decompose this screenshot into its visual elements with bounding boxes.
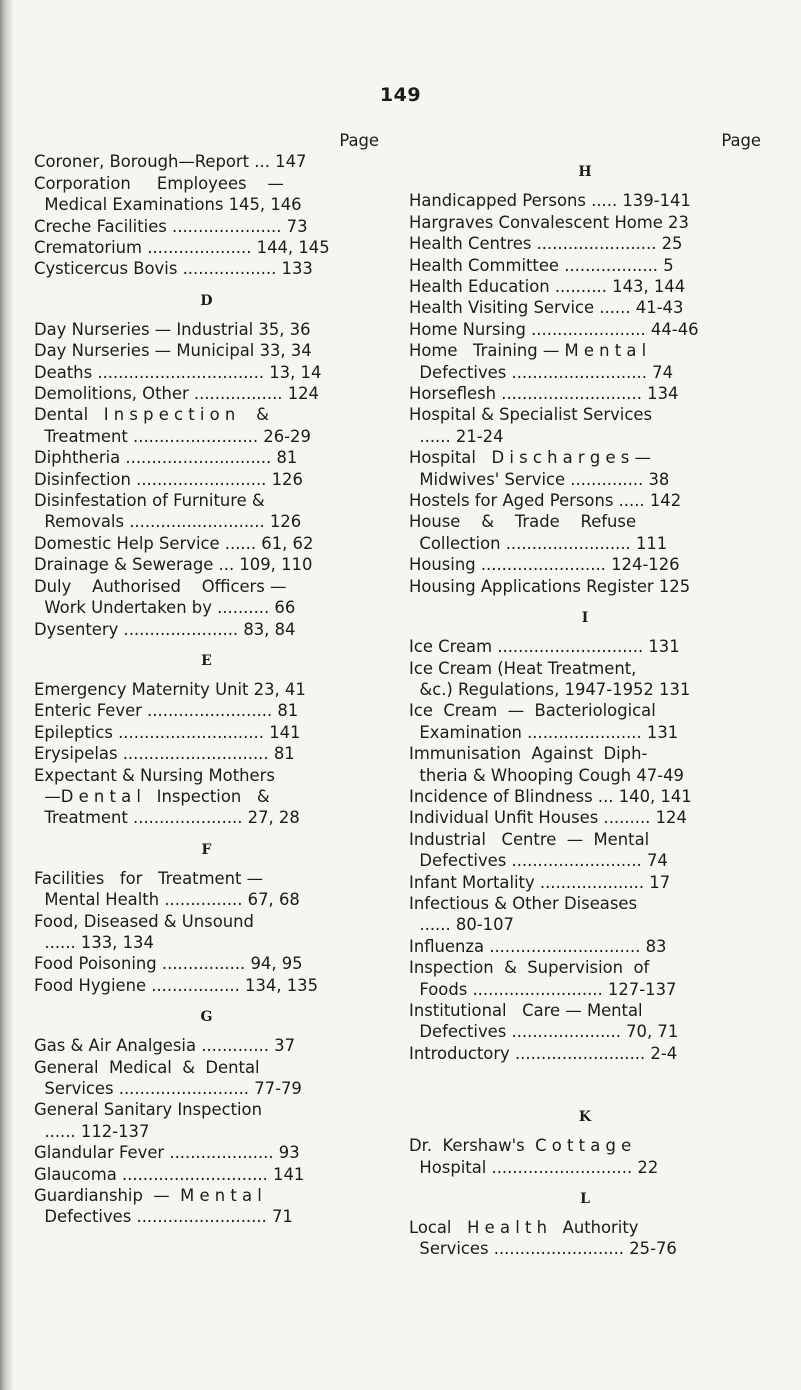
section-letter: F: [201, 841, 212, 858]
index-entry: Housing Applications Register 125: [409, 576, 691, 596]
index-entry: Introductory ......................... 2-4: [409, 1043, 678, 1063]
section-letter: E: [201, 652, 212, 669]
index-entry: Ice Cream — Bacteriological Examination ...................... 131: [409, 701, 679, 742]
index-entry: General Sanitary Inspection ...... 112-137: [34, 1100, 262, 1141]
index-entry: Day Nurseries — Industrial 35, 36: [34, 319, 311, 339]
index-entry: Food Hygiene ................. 134, 135: [34, 975, 319, 995]
index-column-left: [34, 130, 379, 1228]
section-letter: I: [581, 610, 589, 627]
index-entry: Glaucoma ............................ 141: [34, 1164, 305, 1184]
index-entry: Infant Mortality .................... 17: [409, 872, 671, 892]
index-entry: Incidence of Blindness ... 140, 141: [409, 786, 692, 806]
index-entry: Creche Facilities ..................... 73: [34, 216, 308, 236]
section-letter: D: [200, 292, 213, 309]
index-entry: Day Nurseries — Municipal 33, 34: [34, 341, 312, 361]
index-entry: Industrial Centre — Mental Defectives ......................... 74: [409, 829, 668, 871]
index-entry: Individual Unfit Houses ......... 124: [409, 808, 687, 828]
index-entry: Home Nursing ...................... 44-46: [409, 319, 699, 339]
index-entry: Health Committee .................. 5: [409, 255, 674, 275]
index-entry: Local H e a l t h Authority Services ......................... 25-76: [409, 1218, 677, 1259]
section-letter: L: [580, 1191, 590, 1208]
section-gap: [409, 1064, 761, 1096]
index-entry: Horseflesh ........................... 134: [409, 384, 679, 404]
index-entry: Hargraves Convalescent Home 23: [409, 212, 689, 232]
index-entry: Emergency Maternity Unit 23, 41: [34, 679, 306, 699]
page-column-header: Page: [721, 131, 761, 150]
index-entry: Dental I n s p e c t i o n & Treatment ........................ 26-29: [34, 405, 311, 446]
index-entry: Health Education .......... 143, 144: [409, 277, 686, 297]
index-entry: Gas & Air Analgesia ............. 37: [34, 1036, 296, 1056]
page-column-header: Page: [339, 131, 379, 150]
index-entry: Hostels for Aged Persons ..... 142: [409, 491, 682, 511]
index-entry: Domestic Help Service ...... 61, 62: [34, 533, 314, 553]
index-entry: Dysentery ...................... 83, 84: [34, 619, 296, 639]
index-entry: Infectious & Other Diseases ...... 80-107: [409, 893, 637, 935]
index-entry: Erysipelas ............................ 81: [34, 744, 295, 764]
index-entry: Diphtheria ............................ 81: [34, 448, 298, 468]
index-column-right: [409, 130, 761, 1260]
index-entry: Ice Cream ............................ 131: [409, 637, 680, 657]
index-entry: Guardianship — M e n t a l Defectives ......................... 71: [34, 1186, 293, 1227]
section-letter: H: [578, 164, 592, 181]
index-entry: Drainage & Sewerage ... 109, 110: [34, 555, 313, 575]
section-letter: G: [200, 1009, 213, 1026]
index-entry: Demolitions, Other ................. 124: [34, 384, 319, 404]
index-entry: Disinfection ......................... 126: [34, 469, 303, 489]
index-entry: House & Trade Refuse Collection ........................ 111: [409, 512, 668, 553]
index-entry: Epileptics ............................ 141: [34, 722, 301, 742]
index-entry: Corporation Employees — Medical Examinations 145, 146: [34, 173, 302, 215]
index-entry: Glandular Fever .................... 93: [34, 1143, 300, 1163]
index-entry: Housing ........................ 124-126: [409, 555, 680, 575]
index-entry: Hospital D i s c h a r g e s — Midwives' Service .............. 38: [409, 448, 670, 489]
index-entry: Hospital & Specialist Services ...... 21-24: [409, 405, 652, 446]
index-entry: Dr. Kershaw's C o t t a g e Hospital ........................... 22: [409, 1136, 659, 1177]
page-number: 149: [379, 84, 422, 106]
section-letter: K: [578, 1109, 592, 1126]
index-entry: Enteric Fever ........................ 81: [34, 701, 299, 721]
index-entry: Facilities for Treatment — Mental Health ............... 67, 68: [34, 868, 300, 910]
index-entry: Crematorium .................... 144, 145: [34, 238, 330, 258]
page-binding-edge: [0, 0, 14, 1390]
index-entry: Handicapped Persons ..... 139-141: [409, 191, 691, 211]
index-entry: Expectant & Nursing Mothers —D e n t a l Inspection & Treatment ..................... 27, 28: [34, 765, 300, 828]
index-entry: Immunisation Against Diph- theria & Whooping Cough 47-49: [409, 744, 684, 785]
index-entry: Influenza ............................. 83: [409, 936, 667, 956]
index-entry: Inspection & Supervision of Foods ......................... 127-137: [409, 958, 677, 999]
index-entry: Health Centres ....................... 25: [409, 234, 683, 254]
index-entry: Food Poisoning ................ 94, 95: [34, 954, 303, 974]
index-entry: Institutional Care — Mental Defectives ..................... 70, 71: [409, 1001, 679, 1042]
index-entry: Cysticercus Bovis .................. 133: [34, 259, 313, 279]
index-entry: Home Training — M e n t a l Defectives .......................... 74: [409, 341, 674, 382]
index-entry: Duly Authorised Officers — Work Undertaken by .......... 66: [34, 576, 296, 618]
index-entry: Food, Diseased & Unsound ...... 133, 134: [34, 911, 254, 952]
index-entry: General Medical & Dental Services ......................... 77-79: [34, 1057, 302, 1099]
index-entry: Ice Cream (Heat Treatment, &c.) Regulations, 1947-1952 131: [409, 658, 691, 699]
index-entry: Disinfestation of Furniture & Removals .......................... 126: [34, 491, 302, 532]
index-entry: Deaths ................................ 13, 14: [34, 362, 322, 382]
index-entry: Coroner, Borough—Report ... 147: [34, 152, 307, 172]
index-entry: Health Visiting Service ...... 41-43: [409, 298, 684, 318]
